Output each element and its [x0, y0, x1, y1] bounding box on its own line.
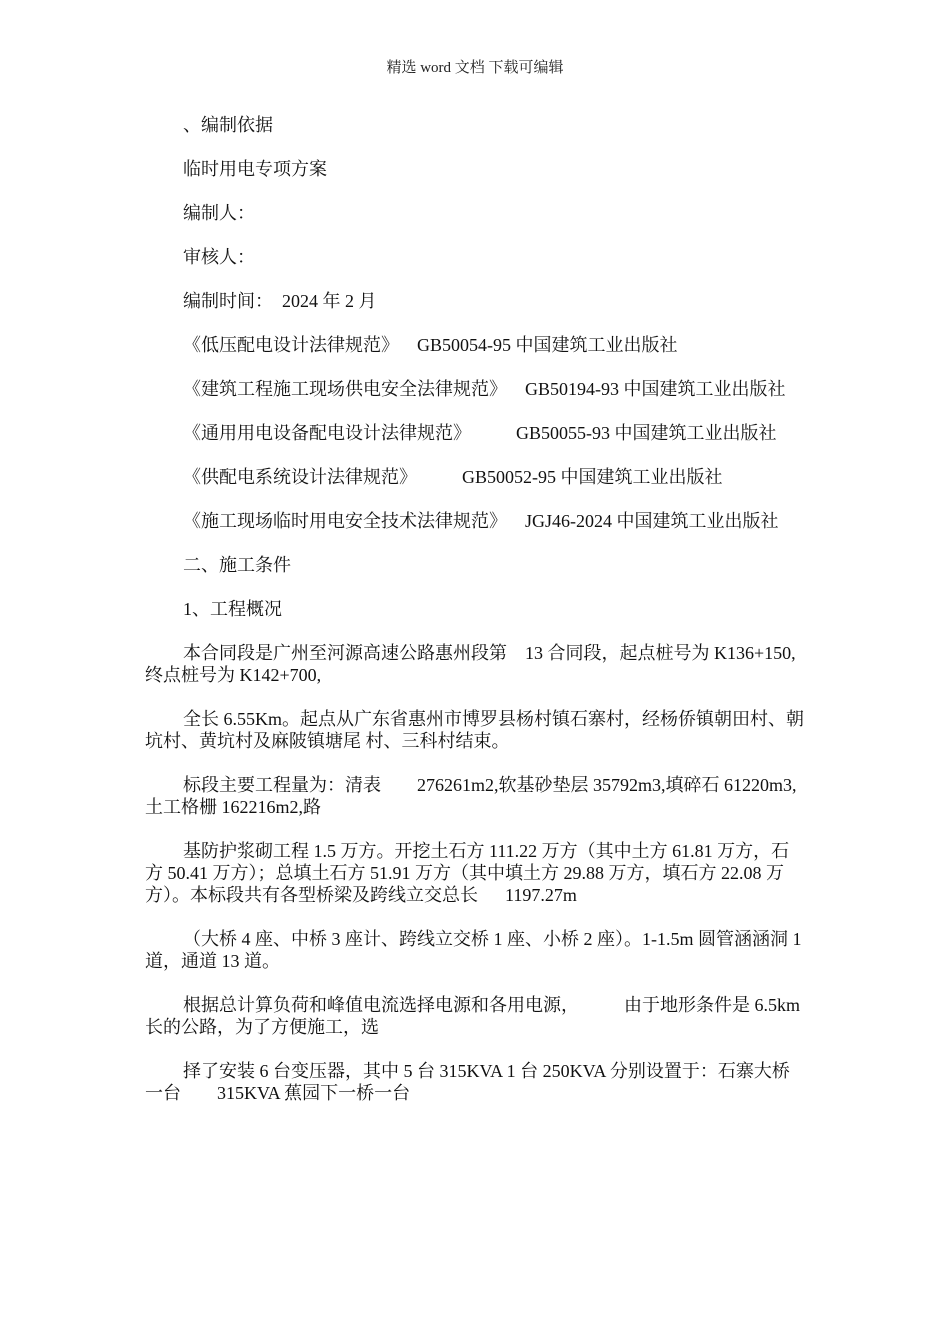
body-paragraph: 基防护浆砌工程 1.5 万方。开挖土石方 111.22 万方（其中土方 61.81 万方，石方 50.41 万方）；总填土石方 51.91 万方（其中填土方 29.88 万方，填石方 22.08 万方）。本标段共有各型桥梁及跨线立交总长 1197.27m [145, 841, 790, 905]
document-body [145, 114, 805, 1126]
page-header: 精选 word 文档 下载可编辑 [386, 60, 564, 76]
body-paragraph: 全长 6.55Km。起点从广东省惠州市博罗县杨村镇石寨村，经杨侨镇朝田村、朝坑村、黄坑村及麻陂镇塘尾 村、三科村结束。 [145, 709, 804, 751]
reviewer-line: 审核人： [183, 247, 255, 267]
body-paragraph: 本合同段是广州至河源高速公路惠州段第 13 合同段，起点桩号为 K136+150,终点桩号为 K142+700, [145, 643, 796, 685]
body-paragraph: 根据总计算负荷和峰值电流选择电源和各用电源， 由于地形条件是 6.5km 长的公路，为了方便施工，选 [145, 995, 805, 1037]
body-paragraph: 择了安装 6 台变压器，其中 5 台 315KVA 1 台 250KVA 分别设置于：石寨大桥一台 315KVA 蕉园下一桥一台 [145, 1061, 790, 1103]
reference-item: 《供配电系统设计法律规范》 GB50052-95 中国建筑工业出版社 [183, 467, 723, 487]
section-heading-basis: 、编制依据 [183, 115, 273, 135]
reference-item: 《低压配电设计法律规范》 GB50054-95 中国建筑工业出版社 [183, 335, 678, 355]
body-paragraph: （大桥 4 座、中桥 3 座计、跨线立交桥 1 座、小桥 2 座）。1-1.5m 圆管涵涵洞 1 道，通道 13 道。 [145, 929, 806, 971]
body-paragraph: 标段主要工程量为：清表 276261m2,软基砂垫层 35792m3,填碎石 61220m3, 土工格栅 162216m2,路 [145, 775, 802, 817]
reference-item: 《建筑工程施工现场供电安全法律规范》 GB50194-93 中国建筑工业出版社 [183, 379, 786, 399]
document-title: 临时用电专项方案 [183, 159, 327, 179]
subsection-heading-overview: 1、工程概况 [183, 599, 282, 619]
author-line: 编制人： [183, 203, 255, 223]
section-heading-conditions: 二、施工条件 [183, 555, 291, 575]
reference-item: 《通用用电设备配电设计法律规范》 GB50055-93 中国建筑工业出版社 [183, 423, 777, 443]
reference-item: 《施工现场临时用电安全技术法律规范》 JGJ46-2024 中国建筑工业出版社 [183, 511, 779, 531]
date-line: 编制时间： 2024 年 2 月 [183, 291, 377, 311]
